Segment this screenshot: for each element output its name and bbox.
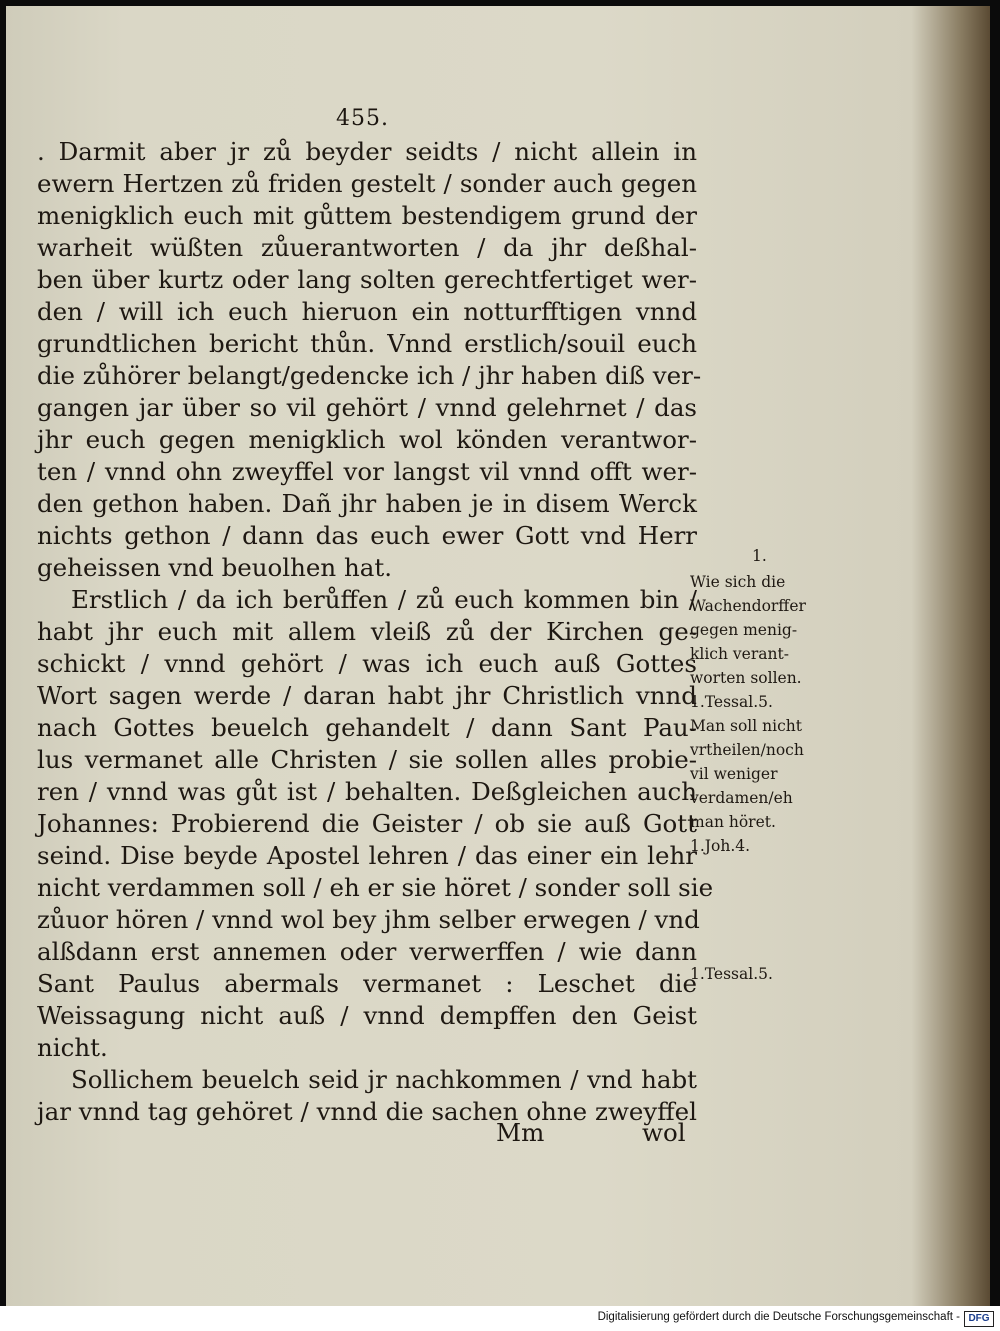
dfg-logo: DFG	[964, 1311, 994, 1327]
margin-note: Man soll nicht	[690, 717, 802, 735]
text-line: Johannes: Probierend die Geister / ob sie auß Gott	[37, 809, 697, 838]
text-line: geheissen vnd beuolhen hat.	[37, 553, 393, 582]
margin-note: worten sollen.	[690, 669, 802, 687]
text-line: nach Gottes beuelch gehandelt / dann Sant Pau-	[37, 713, 697, 742]
margin-note: vrtheilen/noch	[690, 741, 804, 759]
text-line: Sollichem beuelch seid jr nachkommen / vnd habt	[71, 1065, 697, 1094]
text-line: jhr euch gegen menigklich wol könden verantwor-	[37, 425, 697, 454]
margin-note: vil weniger	[690, 765, 778, 783]
margin-note: klich verant-	[690, 645, 789, 663]
text-line: den gethon haben. Dañ jhr haben je in disem Werck	[37, 489, 697, 518]
text-line: warheit wüßten zůuerantworten / da jhr deßhal-	[37, 233, 697, 262]
text-line: seind. Dise beyde Apostel lehren / das einer ein lehr	[37, 841, 697, 870]
text-line: Erstlich / da ich berůffen / zů euch kommen bin /	[71, 585, 697, 614]
text-line: die zůhörer belangt/gedencke ich / jhr haben diß ver-	[37, 361, 702, 390]
text-line: ben über kurtz oder lang solten gerechtfertiget wer-	[37, 265, 697, 294]
text-line: nicht verdammen soll / eh er sie höret / sonder soll sie	[37, 873, 714, 902]
margin-note: 1.Joh.4.	[690, 837, 751, 855]
text-line: den / will ich euch hieruon ein notturfftigen vnnd	[37, 297, 697, 326]
margin-note: man höret.	[690, 813, 776, 831]
margin-note: Wachendorffer	[690, 597, 806, 615]
text-line: jar vnnd tag gehöret / vnnd die sachen ohne zweyffel	[37, 1097, 697, 1126]
text-line: ewern Hertzen zů friden gestelt / sonder auch gegen	[37, 169, 697, 198]
text-line: . Darmit aber jr zů beyder seidts / nicht allein in	[37, 137, 697, 166]
page-number: 455.	[336, 106, 389, 131]
footer-bar	[0, 1306, 1000, 1331]
text-line: nichts gethon / dann das euch ewer Gott vnd Herr	[37, 521, 697, 550]
margin-note: 1.Tessal.5.	[690, 965, 773, 983]
text-line: ten / vnnd ohn zweyffel vor langst vil vnnd offt wer-	[37, 457, 697, 486]
text-line: Weissagung nicht auß / vnnd dempffen den Geist	[37, 1001, 697, 1030]
text-line: menigklich euch mit gůttem bestendigem grund der	[37, 201, 697, 230]
text-line: gangen jar über so vil gehört / vnnd gelehrnet / das	[37, 393, 697, 422]
book-page	[6, 6, 990, 1306]
funding-notice: Digitalisierung gefördert durch die Deutsche Forschungsgemeinschaft -	[597, 1311, 960, 1323]
text-line: zůuor hören / vnnd wol bey jhm selber erwegen / vnd	[37, 905, 700, 934]
signature-mark: Mm	[496, 1118, 545, 1147]
margin-note: gegen menig-	[690, 621, 798, 639]
catchword: wol	[642, 1118, 686, 1147]
margin-note: 1.	[752, 547, 767, 565]
text-line: Sant Paulus abermals vermanet : Leschet die	[37, 969, 697, 998]
text-line: schickt / vnnd gehört / was ich euch auß Gottes	[37, 649, 697, 678]
margin-note: Wie sich die	[690, 573, 786, 591]
text-line: ren / vnnd was gůt ist / behalten. Deßgleichen auch	[37, 777, 697, 806]
text-line: habt jhr euch mit allem vleiß zů der Kirchen ge-	[37, 617, 697, 646]
text-line: Wort sagen werde / daran habt jhr Christlich vnnd	[37, 681, 697, 710]
margin-note: verdamen/eh	[690, 789, 793, 807]
text-line: grundtlichen bericht thůn. Vnnd erstlich/souil euch	[37, 329, 697, 358]
text-line: alßdann erst annemen oder verwerffen / wie dann	[37, 937, 697, 966]
text-line: nicht.	[37, 1033, 108, 1062]
margin-note: 1.Tessal.5.	[690, 693, 773, 711]
text-line: lus vermanet alle Christen / sie sollen alles probie-	[37, 745, 697, 774]
